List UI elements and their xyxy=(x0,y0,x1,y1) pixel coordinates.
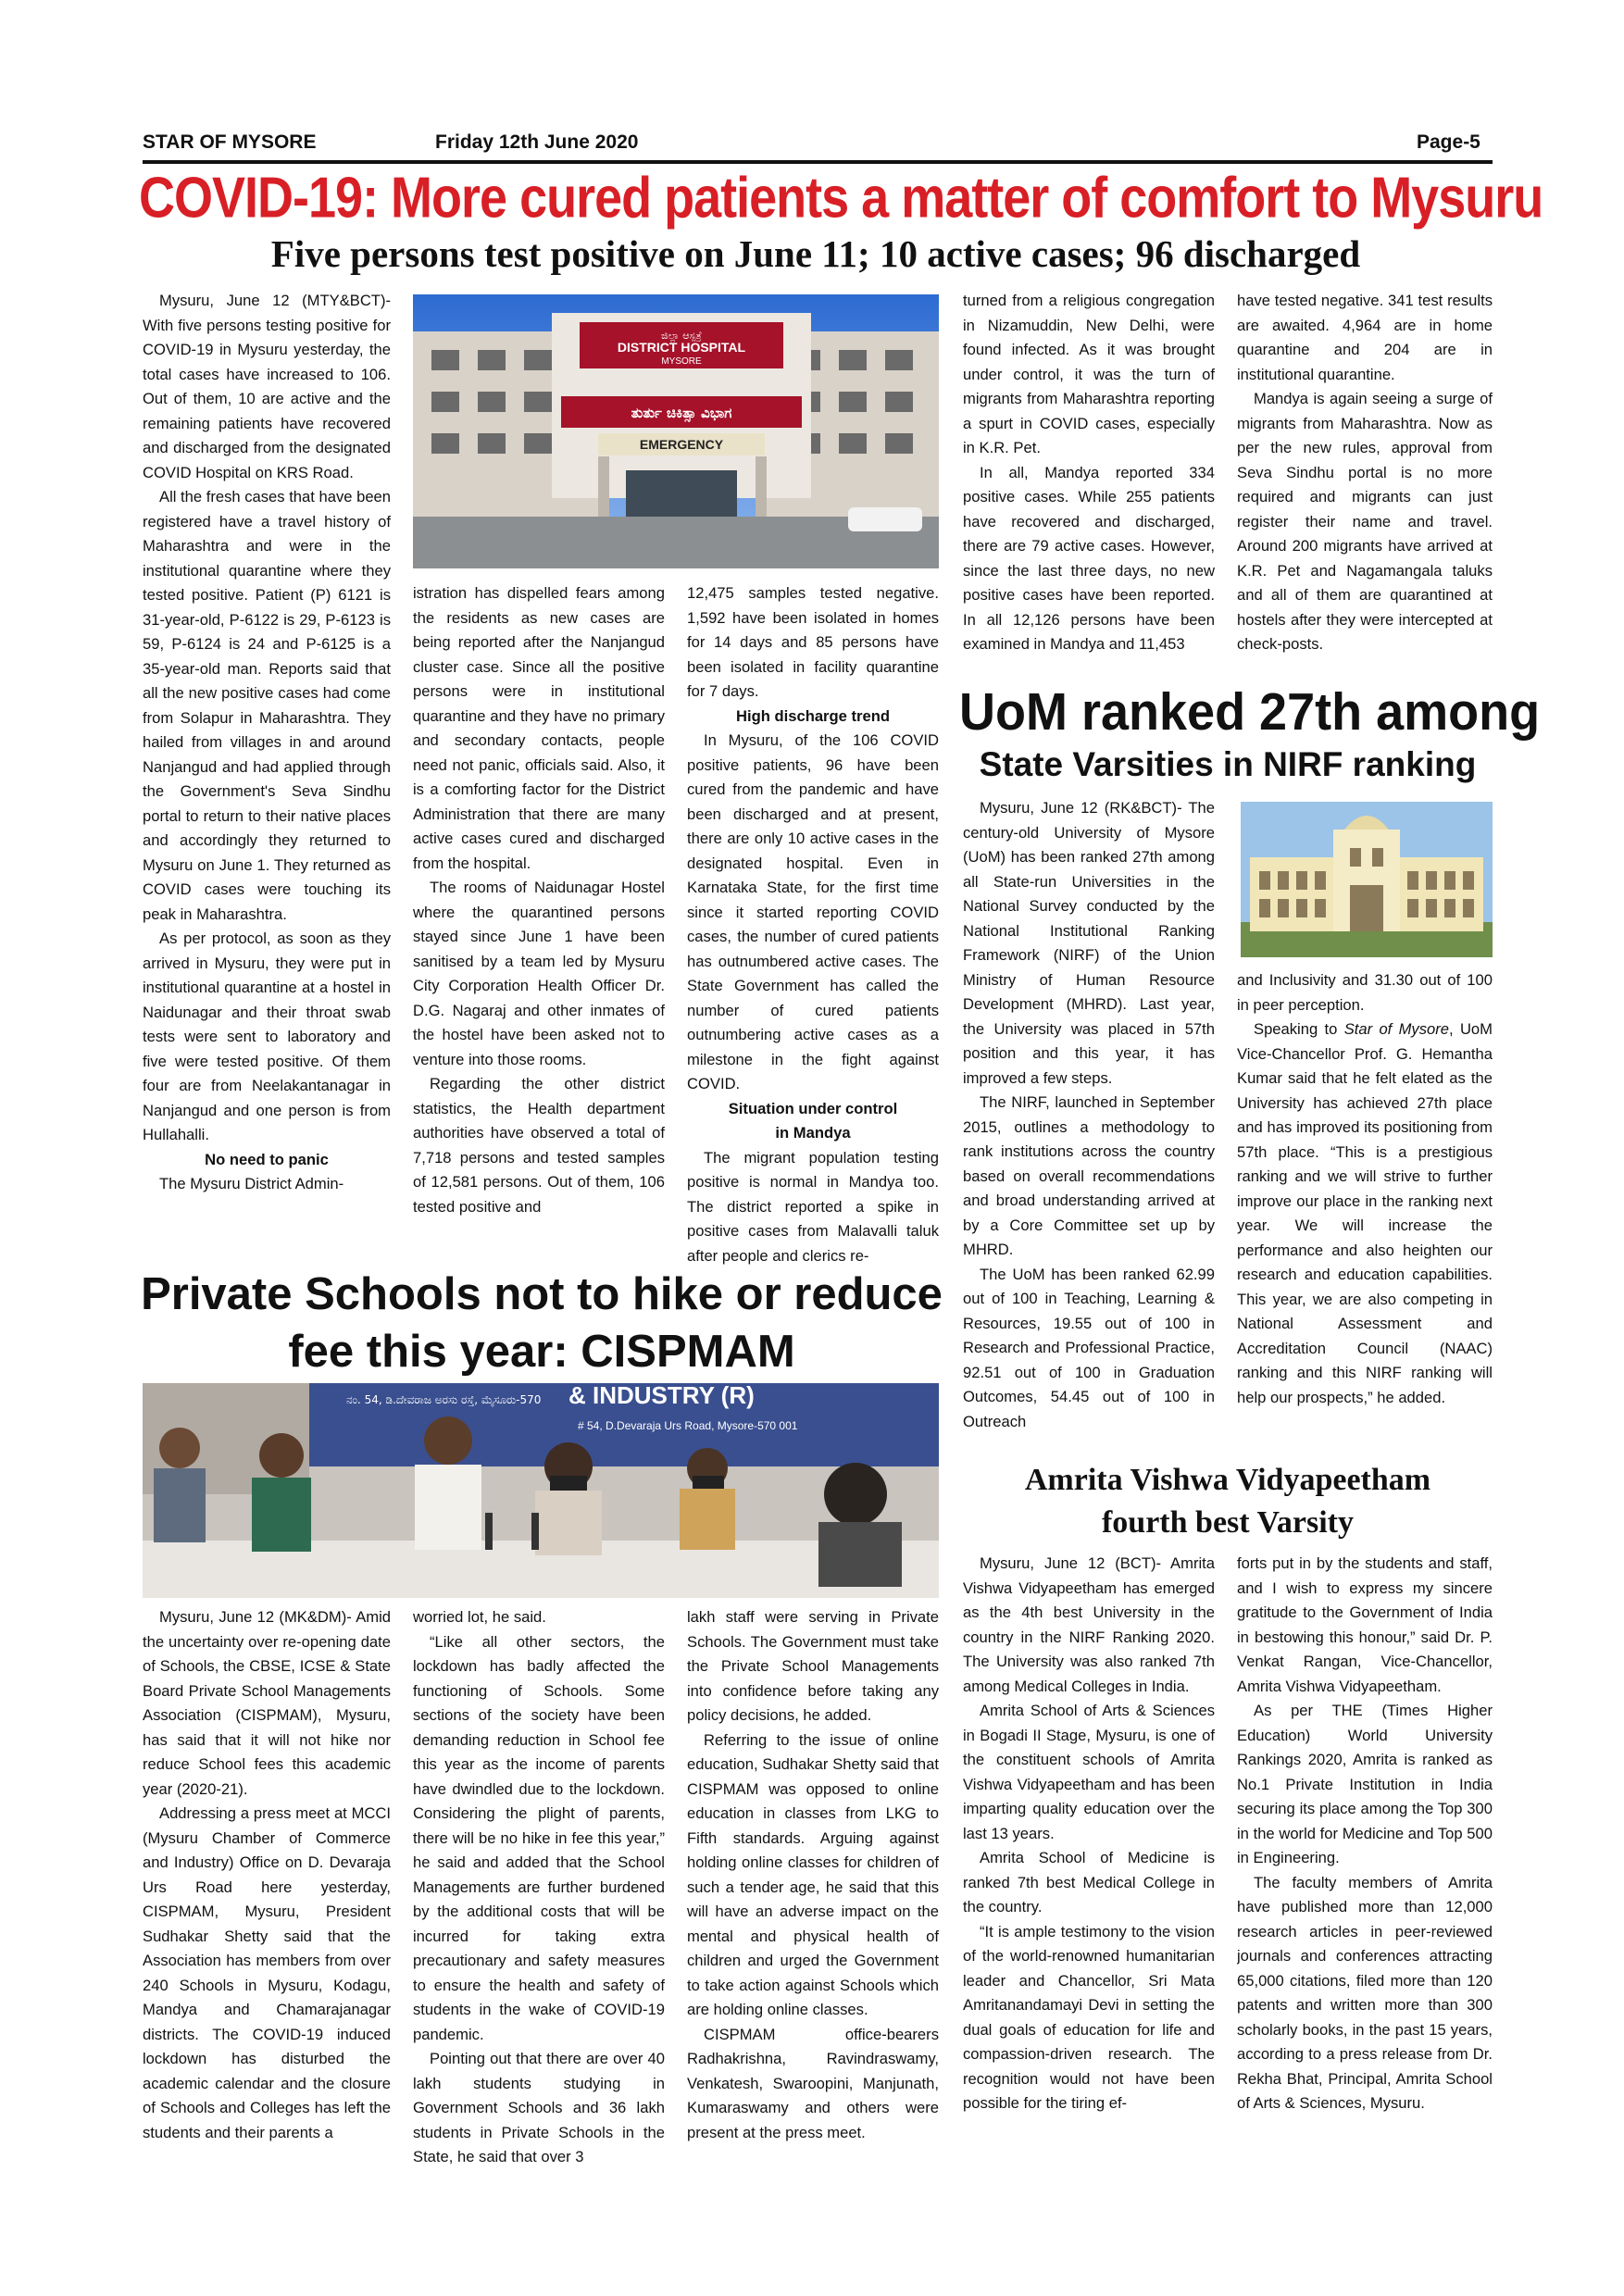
article1-col1 xyxy=(143,289,391,1272)
paragraph: Pointing out that there are over 40 lakh students studying in Government Schools and 36 lakh students in Private Schools in the State, he said that over 3 xyxy=(413,2050,665,2165)
article1-deck: Five persons test positive on June 11; 10 active cases; 96 discharged xyxy=(270,232,1361,275)
paragraph: As per protocol, as soon as they arrived in Mysuru, they were put in institutional quarantine at a hostel in Naidunagar and their throat swab tests were sent to laboratory and five were tested positive. Of them four are from Neelakantanagar in Nanjangud and one person is from Hullahalli. xyxy=(143,930,391,1143)
article2-headline1: UoM ranked 27th among xyxy=(959,682,1541,742)
district-hospital-photo xyxy=(413,294,939,568)
paragraph: In all, Mandya reported 334 positive cases. While 255 patients have recovered and discharged, there are 79 active cases. However, since the last three days, no new positive cases have been reported. In all 12,126 persons have been examined in Mandya and 11,453 xyxy=(963,463,1215,653)
newspaper-name: Star of Mysore xyxy=(1343,1020,1450,1038)
article3-col1 xyxy=(143,1605,391,2194)
article4-headline1: Amrita Vishwa Vidyapeetham xyxy=(1024,1463,1431,1497)
hospital-sign-city: MYSORE xyxy=(661,356,702,367)
masthead-paper: STAR OF MYSORE xyxy=(143,131,317,153)
paragraph: and Inclusivity and 31.30 out of 100 in peer perception. xyxy=(1237,971,1493,1014)
banner-top: & INDUSTRY (R) xyxy=(568,1383,755,1409)
subhead: No need to panic xyxy=(205,1150,329,1168)
paragraph: istration has dispelled fears among the residents as new cases are being reported after the Nanjangud cluster case. Since all the positive persons were in institutional quarantine and they have no primary and secondary contacts, people need not panic, officials said. Also, it is a comforting factor for the District Administration that there are many active cases cured and discharged from the hospital. xyxy=(413,584,665,872)
article1-col5 xyxy=(1237,289,1493,678)
subhead: Situation under control xyxy=(728,1099,898,1117)
article2-headline2: State Varsities in NIRF ranking xyxy=(979,745,1477,783)
uom-building-photo xyxy=(1241,802,1493,957)
article1-col2 xyxy=(413,581,665,1272)
paragraph: The faculty members of Amrita have published more than 12,000 research articles in peer-reviewed journals and conferences attracting 65,000 citations, filed more than 120 patents and written more than 300 scholarly books, in the past 15 years, according to a press release from Dr. Rekha Bhat, Principal, Amrita School of Arts & Sciences, Mysuru. xyxy=(1237,1873,1493,2112)
article4-headline2: fourth best Varsity xyxy=(1101,1505,1355,1540)
masthead-date: Friday 12th June 2020 xyxy=(435,131,639,153)
paragraph: In Mysuru, of the 106 COVID positive patients, 96 have been cured from the pandemic and have been discharged and at present, there are only 10 active cases in the designated hospital. Even in Karnataka State, for the first time since it started reporting COVID cases, the number of cured patients has outnumbered active cases. The State Government has called the number of cured patients outnumbering active cases as a milestone in the fight against COVID. xyxy=(687,731,939,1092)
uom-illustration xyxy=(1241,802,1493,957)
article3-headline2: fee this year: CISPMAM xyxy=(288,1327,795,1377)
masthead-page: Page-5 xyxy=(1417,131,1480,153)
article2-colA xyxy=(963,796,1215,1446)
hospital-sign-emergency: EMERGENCY xyxy=(639,437,724,452)
paragraph: The migrant population testing positive is normal in Mandya too. The district reported a spike in positive cases from Malavalli taluk after people and clerics re- xyxy=(687,1148,939,1265)
paragraph: have tested negative. 341 test results are awaited. 4,964 are in home quarantine and 204 are in institutional quarantine. xyxy=(1237,292,1493,383)
paragraph: turned from a religious congregation in Nizamuddin, New Delhi, were found infected. As it was brought under control, it was the turn of migrants from Maharashtra reporting a spurt in COVID cases, especially in K.R. Pet. xyxy=(963,292,1215,456)
hospital-illustration xyxy=(413,294,939,568)
paragraph: Amrita School of Arts & Sciences in Bogadi II Stage, Mysuru, is one of the constituent schools of Amrita Vishwa Vidyapeetham and has been imparting quality education over the last 13 years. xyxy=(963,1702,1215,1842)
article4-colA xyxy=(963,1552,1215,2194)
paragraph: 12,475 samples tested negative. 1,592 have been isolated in homes for 14 days and 85 persons have been isolated in facility quarantine for 7 days. xyxy=(687,584,939,700)
paragraph: “Like all other sectors, the lockdown has badly affected the functioning of Schools. Some sections of the society have been demanding reduction in School fee this year as the income of parents have dwindled due to the lockdown. Considering the plight of parents, there will be no hike in fee this year,” he said and added that the School Managements are further burdened by the additional costs that will be incurred for taking extra precautionary and safety measures to ensure the health and safety of students in the wake of COVID-19 pandemic. xyxy=(413,1632,665,2043)
paragraph: Referring to the issue of online education, Sudhakar Shetty said that CISPMAM was opposed to online education in classes from LKG to Fifth standards. Arguing against holding online classes for children of such a tender age, he said that this will have an adverse impact on the mental and physical health of children and urged the Government to take action against Schools which are holding online classes. xyxy=(687,1730,939,2018)
paragraph: Mysuru, June 12 (MK&DM)- Amid the uncertainty over re-opening date of Schools, the CBSE, ICSE & State Board Private School Managements Association (CISPMAM), Mysuru, has said that it will not hike nor reduce School fees this academic year (2020-21). xyxy=(143,1608,391,1798)
paragraph: forts put in by the students and staff, and I wish to express my sincere gratitude to the Government of India in bestowing this honour,” said Dr. P. Venkat Rangan, Vice-Chancellor, Amrita Vishwa Vidyapeetham. xyxy=(1237,1554,1493,1695)
paragraph: The UoM has been ranked 62.99 out of 100 in Teaching, Learning & Resources, 19.55 out of 100 in Research and Professional Practice, 92.51 out of 100 in Graduation Outcomes, 54.45 out of 100 in Outreach xyxy=(963,1265,1215,1430)
paragraph: Mysuru, June 12 (MTY&BCT)- With five persons testing positive for COVID-19 in Mysuru yesterday, the total cases have increased to 106. Out of them, 10 are active and the remaining patients have recovered and discharged from the designated COVID Hospital on KRS Road. xyxy=(143,292,391,481)
paragraph: Mandya is again seeing a surge of migrants from Maharashtra. Now as per the new rules, approval from Seva Sindhu portal is no more required and migrants can just register their name and travel. Around 200 migrants have arrived at K.R. Pet and Nagamangala taluks and all of them are quarantined at hostels after they were intercepted at check-posts. xyxy=(1237,390,1493,653)
article3-col3 xyxy=(687,1605,939,2194)
press-meet-photo xyxy=(143,1383,939,1598)
paragraph: Addressing a press meet at MCCI (Mysuru Chamber of Commerce and Industry) Office on D. Devaraja Urs Road here yesterday, CISPMAM, Mysuru, President Sudhakar Shetty said that the Association has members from over 240 Schools in Mysuru, Kodagu, Mandya and Chamarajanagar districts. The COVID-19 induced lockdown has disturbed the academic calendar and the closure of Schools and Colleges has left the students and their parents a xyxy=(143,1804,391,2141)
article3-col2 xyxy=(413,1605,665,2194)
paragraph: worried lot, he said. xyxy=(413,1608,546,1626)
hospital-sign-kannada2: ತುರ್ತು ಚಿಕಿತ್ಸಾ ವಿಭಾಗ xyxy=(631,405,732,421)
article3-headline1: Private Schools not to hike or reduce xyxy=(141,1269,943,1319)
paragraph: “It is ample testimony to the vision of the world-renowned humanitarian leader and Chancellor, Sri Mata Amritanandamayi Devi in setting the dual goals of education for life and compassion-driven research. The recognition would not have been possible for the tiring ef- xyxy=(963,1922,1215,2112)
masthead-rule xyxy=(143,160,1493,164)
hospital-sign-kannada: ಜಿಲ್ಲಾ ಆಸ್ಪತ್ರೆ xyxy=(661,330,702,342)
paragraph: Regarding the other district statistics, the Health department authorities have observed a total of 7,718 persons and tested samples of 12,581 persons. Out of them, 106 tested positive and xyxy=(413,1075,665,1216)
subhead: in Mandya xyxy=(775,1124,851,1142)
paragraph: As per THE (Times Higher Education) World University Rankings 2020, Amrita is ranked as No.1 Private Institution in India securing its place among the Top 300 in the world for Medicine and Top 500 in Engineering. xyxy=(1237,1702,1493,1866)
text-span: , UoM Vice-Chancellor Prof. G. Hemantha Kumar said that he felt elated as the University has achieved 27th place and has improved its positioning from 57th place. “This is a prestigious ranking and we will strive to further improve our place in the ranking next year. We will increase the performance and also heighten our research and education capabilities. This year, we are also competing in National Assessment and Accreditation Council (NAAC) ranking and this NIRF ranking will help our prospects,” he added. xyxy=(1237,1020,1493,1406)
paragraph: All the fresh cases that have been registered have a travel history of Maharashtra and were in the institutional quarantine where they tested positive. Patient (P) 6121 is 31-year-old, P-6122 is 29, P-6123 is 59, P-6124 is 24 and P-6125 is a 35-year-old man. Reports said that all the new positive cases had come from Solapur in Maharashtra. They hailed from villages in and around Nanjangud and had applied through the Government's Seva Sindhu portal to return to their native places and accordingly they returned to Mysuru on June 1. They returned as COVID cases were touching its peak in Maharashtra. xyxy=(143,488,391,923)
paragraph: The NIRF, launched in September 2015, outlines a methodology to rank institutions across the country based on overall recommendations and broad understanding arrived at by a Core Committee set up by MHRD. xyxy=(963,1093,1215,1258)
press-meet-illustration xyxy=(143,1383,939,1598)
paragraph: Amrita School of Medicine is ranked 7th best Medical College in the country. xyxy=(963,1849,1215,1915)
article1-col3 xyxy=(687,581,939,1272)
article2-colB xyxy=(1237,968,1493,1446)
article4-colB xyxy=(1237,1552,1493,2194)
banner-kannada: ನಂ. 54, ಡಿ.ದೇವರಾಜ ಅರಸು ರಸ್ತೆ, ಮೈಸೂರು-570 xyxy=(346,1393,542,1406)
paragraph: Mysuru, June 12 (RK&BCT)- The century-old University of Mysore (UoM) has been ranked 27th among all State-run Universities in the National Survey conducted by the National Institutional Ranking Framework (NIRF) of the Union Ministry of Human Resource Development (MHRD). Last year, the University was placed in 57th position and this year, it has improved a few steps. xyxy=(963,799,1215,1087)
text-span: Speaking to xyxy=(1254,1020,1344,1038)
paragraph: The rooms of Naidunagar Hostel where the quarantined persons stayed since June 1 have been sanitised by a team led by Mysuru City Corporation Health Officer Dr. D.G. Nagaraj and other inmates of the hostel have been asked not to venture into those rooms. xyxy=(413,879,665,1068)
article1-col4 xyxy=(963,289,1215,678)
subhead: High discharge trend xyxy=(736,706,890,725)
banner-address: # 54, D.Devaraja Urs Road, Mysore-570 001 xyxy=(578,1419,798,1432)
article1-headline: COVID-19: More cured patients a matter of comfort to Mysuru xyxy=(139,166,1543,231)
paragraph: lakh staff were serving in Private Schools. The Government must take the Private School Managements into confidence before taking any policy decisions, he added. xyxy=(687,1608,939,1724)
paragraph: CISPMAM office-bearers Radhakrishna, Ravindraswamy, Venkatesh, Swaroopini, Manjunath, Kumaraswamy and others were present at the press meet. xyxy=(687,2025,939,2141)
paragraph xyxy=(1237,1017,1493,1410)
paragraph: The Mysuru District Admin- xyxy=(159,1175,344,1192)
paragraph: Mysuru, June 12 (BCT)- Amrita Vishwa Vidyapeetham has emerged as the 4th best University in the country in the NIRF Ranking 2020. The University was also ranked 7th among Medical Colleges in India. xyxy=(963,1554,1215,1695)
hospital-sign-name: DISTRICT HOSPITAL xyxy=(617,340,746,355)
